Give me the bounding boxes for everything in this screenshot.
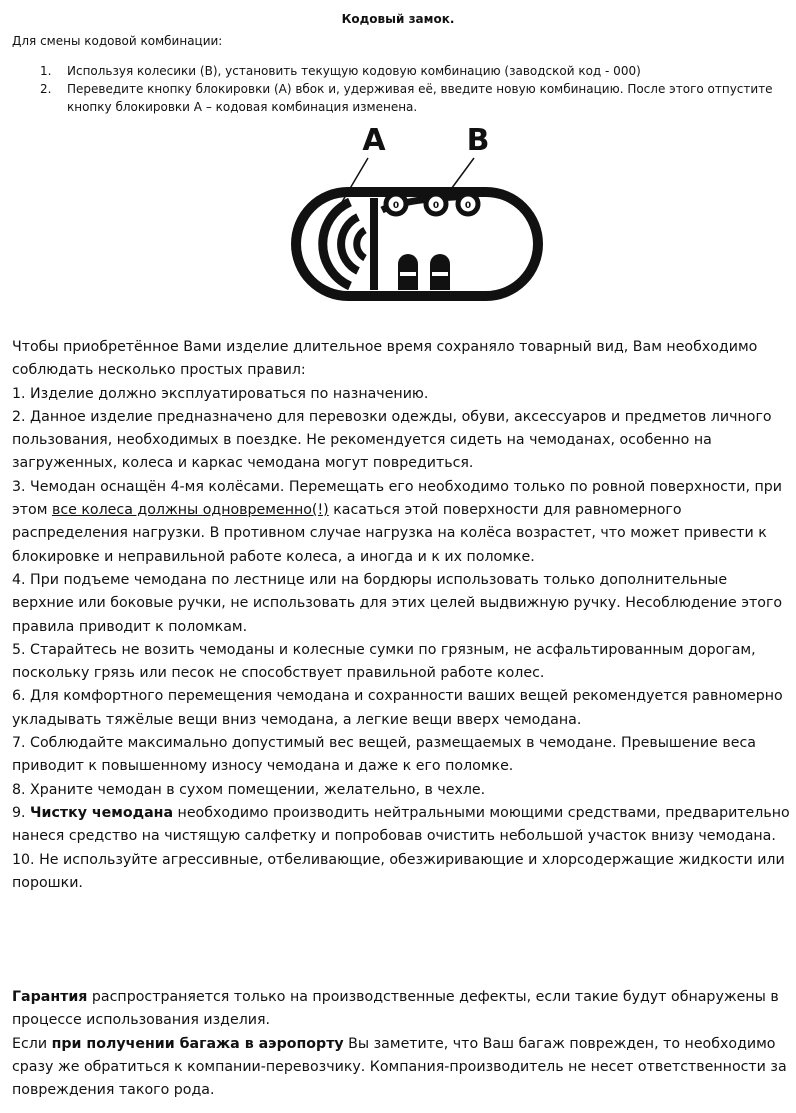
warranty-paragraph bbox=[12, 986, 790, 1033]
label-a: A bbox=[362, 123, 386, 158]
rule-item: 8. Храните чемодан в сухом помещении, желательно, в чехле. bbox=[12, 781, 486, 798]
wheel-digit: 0 bbox=[432, 201, 440, 211]
step-item bbox=[12, 80, 782, 116]
rule-item: 7. Соблюдайте максимально допустимый вес вещей, размещаемых в чемодане. Превышение веса приводит к повышенному износу чемодана и даже к его поломке. bbox=[12, 735, 756, 775]
rule-item: 6. Для комфортного перемещения чемодана и сохранности ваших вещей рекомендуется равномерно укладывать тяжёлые вещи вниз чемодана, а легкие вещи вверх чемодана. bbox=[12, 688, 783, 728]
rule-item: 5. Старайтесь не возить чемоданы и колесные сумки по грязным, не асфальтированным дорогам, поскольку грязь или песок не способствует правильной работе колес. bbox=[12, 641, 756, 682]
warranty-section bbox=[12, 986, 790, 1102]
step-item bbox=[12, 62, 782, 80]
rule-item: 10. Не используйте агрессивные, отбеливающие, обезжиривающие и хлорсодержащие жидкости или порошки. bbox=[12, 851, 785, 891]
lock-pins bbox=[398, 254, 450, 290]
airport-emphasis: при получении багажа в аэропорту bbox=[51, 1035, 344, 1052]
lock-button-a bbox=[323, 198, 374, 290]
rule-item: 4. При подъеме чемодана по лестнице или на бордюры использовать только дополнительные верхние или боковые ручки, не использовать для этих целей выдвижную ручку. Несоблюдение этого правила приводит к поломкам. bbox=[12, 571, 783, 635]
rule-item: 1. Изделие должно эксплуатироваться по назначению. bbox=[12, 385, 429, 402]
airport-paragraph bbox=[12, 1033, 790, 1103]
wheel-digit: 0 bbox=[392, 201, 400, 211]
rule-emphasis-underlined: все колеса должны одновременно(!) bbox=[51, 502, 329, 519]
step-number: 2. bbox=[40, 82, 52, 96]
step-number: 1. bbox=[40, 64, 52, 78]
step-text: Используя колесики (В), установить текущую кодовую комбинацию (заводской код - 000) bbox=[67, 64, 641, 78]
step-text: Переведите кнопку блокировки (А) вбок и, удерживая её, введите новую комбинацию. После этого отпустите кнопку блокировки А – кодовая комбинация изменена. bbox=[67, 82, 773, 114]
rule-item bbox=[12, 476, 790, 569]
lock-diagram bbox=[286, 120, 548, 320]
code-wheels bbox=[382, 194, 478, 214]
warranty-heading: Гарантия bbox=[12, 989, 88, 1005]
rule-item: 2. Данное изделие предназначено для перевозки одежды, обуви, аксессуаров и предметов личного пользования, необходимых в поездке. Не рекомендуется сидеть на чемоданах, особенно на загруженных, колеса и каркас чемодана могут повредиться. bbox=[12, 408, 772, 472]
instructions-intro: Для смены кодовой комбинации: bbox=[12, 34, 223, 48]
rules-intro: Чтобы приобретённое Вами изделие длительное время сохраняло товарный вид, Вам необходимо соблюдать несколько простых правил: bbox=[12, 339, 758, 379]
rule-text: необходимо производить нейтральными моющими средствами, предварительно нанеся средство на чистящую салфетку и попробовав очистить небольшой участок внизу чемодана. bbox=[12, 804, 790, 845]
warranty-text: распространяется только на производственные дефекты, если такие будут обнаружены в процессе использования изделия. bbox=[12, 989, 779, 1029]
steps-list bbox=[12, 62, 782, 116]
document-title: Кодовый замок. bbox=[341, 12, 455, 26]
rule-text: 9. bbox=[12, 804, 31, 821]
wheel-digit: 0 bbox=[464, 201, 472, 211]
airport-text: Вы заметите, что Ваш багаж поврежден, то необходимо сразу же обратиться к компании-перевозчику. Компания-производитель не несет ответственности за повреждения такого рода. bbox=[12, 1035, 787, 1099]
rule-item bbox=[12, 802, 790, 849]
label-b: B bbox=[466, 123, 490, 158]
rule-text: касаться этой поверхности для равномерного распределения нагрузки. В противном случае нагрузка на колёса возрастет, что может привести к блокировке и неправильной работе колеса, а иногда и к их поломке. bbox=[12, 502, 767, 565]
rule-text: 3. Чемодан оснащён 4-мя колёсами. Перемещать его необходимо только по ровной поверхности, при этом bbox=[12, 478, 782, 519]
care-rules bbox=[12, 336, 790, 895]
airport-text: Если bbox=[12, 1035, 52, 1052]
rule-emphasis-bold: Чистку чемодана bbox=[30, 804, 174, 821]
